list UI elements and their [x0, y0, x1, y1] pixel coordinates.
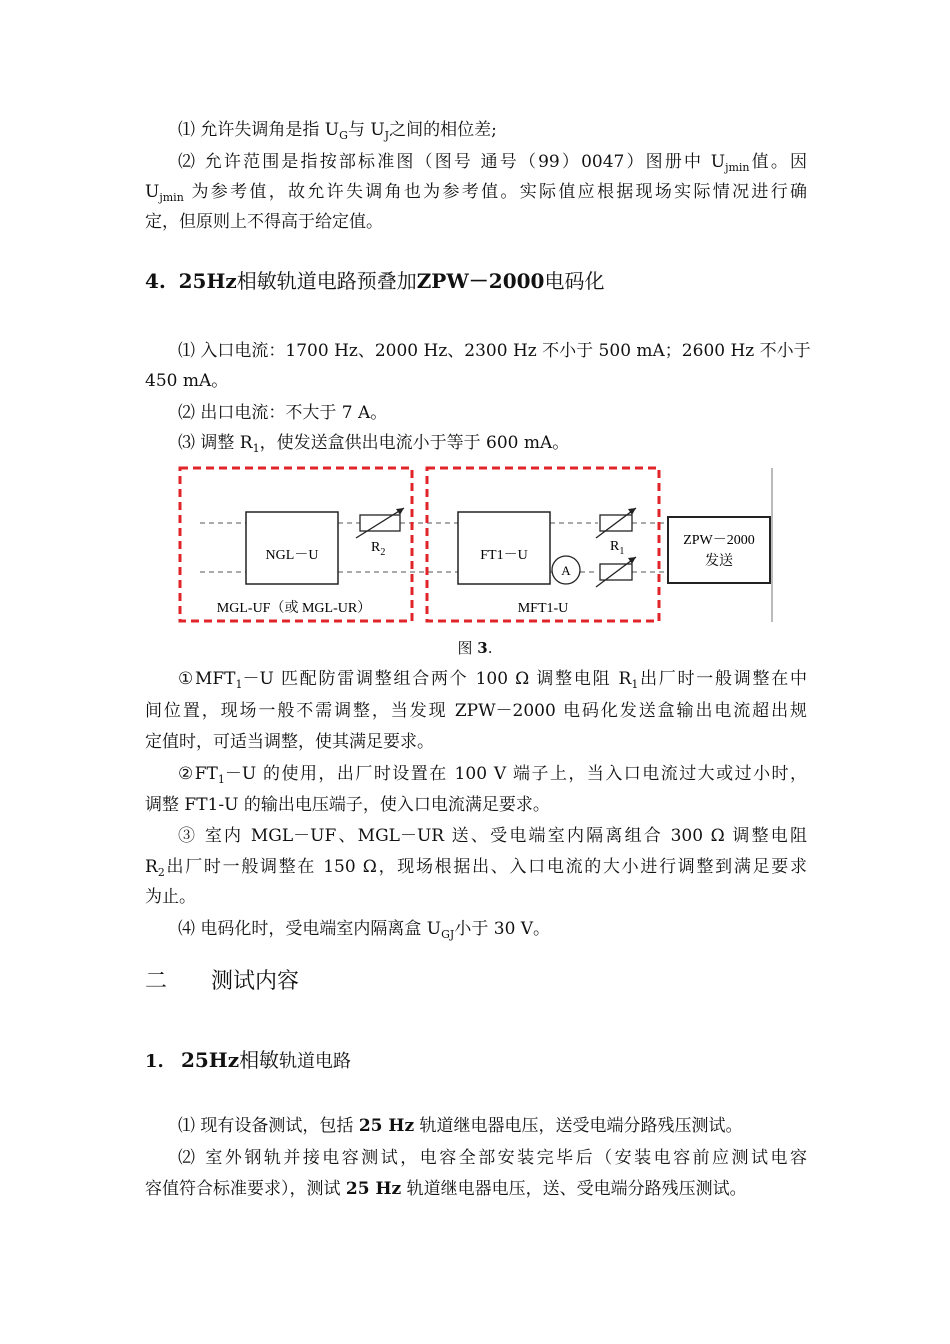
bold-text: 25 Hz	[345, 1179, 402, 1199]
zpw-2000-box	[668, 517, 770, 583]
section-number: 4.	[145, 269, 166, 293]
text: －U 匹配防雷调整组合两个 100 Ω 调整电阻 R	[242, 669, 632, 689]
heading-bold: ZPW－2000	[416, 269, 545, 293]
text: ⑷ 电码化时，受电端室内隔离盒 U	[178, 919, 442, 939]
text: 与 U	[347, 120, 385, 140]
section-4-item-4	[178, 918, 807, 940]
group-left-label: MGL-UF（或 MGL-UR）	[216, 601, 372, 616]
subscript: 1	[217, 773, 225, 786]
caption-text: .	[487, 639, 493, 657]
text: ⑵ 允许范围是指按部标准图（图号 通号（99）0047）图册中 U	[178, 152, 726, 172]
chapter-number: 二	[145, 969, 168, 994]
heading-text: 轨道电路	[279, 1051, 352, 1072]
section-4-item-1: ⑴ 入口电流：1700 Hz、2000 Hz、2300 Hz 不小于 500 mA；2600 Hz 不小于	[178, 341, 811, 361]
note-1-line-3: 定值时，可适当调整，使其满足要求。	[145, 732, 434, 752]
resistor-r1-lower-arrowhead	[628, 557, 636, 564]
note-1-line-2: 间位置，现场一般不需调整，当发现 ZPW－2000 电码化发送盒输出电流超出规	[145, 701, 807, 721]
section-number: 1.	[145, 1051, 164, 1072]
text: 轨道继电器电压，送、受电端分路残压测试。	[401, 1179, 747, 1199]
section-1-item-2-line-2	[145, 1178, 807, 1200]
ft1-u-label: FT1－U	[480, 548, 528, 563]
text: 出厂时一般调整在中	[638, 669, 808, 689]
r2-letter: R	[371, 540, 381, 555]
text: ⑶ 调整 R	[178, 433, 253, 453]
text: ②FT	[178, 764, 218, 784]
intro-item-2-line-3: 定，但原则上不得高于给定值。	[145, 212, 383, 232]
subscript: jmin	[159, 191, 184, 204]
intro-item-2	[178, 151, 807, 173]
section-4-heading	[145, 270, 807, 292]
section-4-item-1-line-2: 450 mA。	[145, 371, 229, 391]
subscript: GJ	[441, 928, 455, 941]
intro-item-1	[178, 119, 807, 141]
text: ⑴ 现有设备测试，包括	[178, 1116, 359, 1136]
subscript: jmin	[725, 161, 750, 174]
text: 轨道继电器电压，送受电端分路残压测试。	[414, 1116, 743, 1136]
heading-bold: 25Hz	[180, 1048, 240, 1072]
note-3-line-1: ③ 室内 MGL－UF、MGL－UR 送、受电端室内隔离组合 300 Ω 调整电阻	[178, 826, 807, 846]
note-2-line-2: 调整 FT1-U 的输出电压端子，使入口电流满足要求。	[145, 795, 550, 815]
zpw-2000-label: ZPW－2000	[683, 533, 755, 548]
ammeter-label: A	[561, 563, 571, 578]
r1-label	[610, 539, 624, 557]
text: 值。因	[749, 152, 808, 172]
section-1-heading	[145, 1049, 807, 1073]
text: 容值符合标准要求），测试	[145, 1179, 346, 1199]
zpw-send-label: 发送	[705, 554, 733, 569]
chapter-title: 测试内容	[211, 969, 300, 994]
group-right-label: MFT1-U	[517, 601, 569, 616]
text: ①MFT	[178, 669, 236, 689]
subscript: 1	[631, 678, 639, 691]
ngl-u-label: NGL－U	[265, 548, 319, 563]
text: 为参考值，故允许失调角也为参考值。实际值应根据现场实际情况进行确	[191, 182, 808, 202]
subscript: 1	[235, 678, 243, 691]
subscript: J	[384, 129, 390, 142]
text: U	[145, 182, 160, 202]
note-2-line-1	[178, 763, 807, 785]
caption-text: 图	[457, 639, 478, 657]
section-4-item-3	[178, 432, 807, 454]
text: 出厂时一般调整在 150 Ω，现场根据出、入口电流的大小进行调整到满足要求	[164, 857, 807, 877]
heading-text: 相敏轨道电路预叠加	[236, 269, 417, 293]
heading-text: 相敏	[239, 1048, 280, 1072]
resistor-r1-upper-arrowhead	[628, 508, 636, 515]
section-4-item-2: ⑵ 出口电流：不大于 7 A。	[178, 403, 388, 423]
text: ⑴ 允许失调角是指 U	[178, 120, 340, 140]
r2-subscript: 2	[380, 547, 386, 558]
heading-text: 电码化	[544, 269, 605, 293]
subscript: 2	[157, 866, 165, 879]
text: R	[145, 857, 158, 877]
section-1-item-2: ⑵ 室外钢轨并接电容测试，电容全部安装完毕后（安装电容前应测试电容	[178, 1148, 807, 1168]
text: 之间的相位差;	[389, 120, 497, 140]
figure-caption	[0, 637, 950, 658]
text: 小于 30 V。	[454, 919, 551, 939]
note-3-line-3: 为止。	[145, 887, 196, 907]
r1-subscript: 1	[619, 546, 625, 557]
subscript: G	[339, 129, 348, 142]
heading-bold: 25Hz	[178, 269, 237, 293]
section-1-item-1	[178, 1115, 807, 1137]
bold-text: 25 Hz	[358, 1116, 415, 1136]
subscript: 1	[252, 442, 260, 455]
circuit-diagram	[170, 462, 780, 627]
r2-label	[371, 540, 385, 558]
caption-number: 3	[477, 639, 488, 657]
text: ，使发送盒供出电流小于等于 600 mA。	[259, 433, 570, 453]
text: －U 的使用，出厂时设置在 100 V 端子上，当入口电流过大或过小时，	[224, 764, 807, 784]
r1-letter: R	[610, 539, 620, 554]
note-1-line-1	[178, 668, 807, 690]
chapter-2-heading	[145, 971, 807, 993]
intro-item-2-line-2	[145, 181, 807, 203]
note-3-line-2	[145, 856, 807, 878]
